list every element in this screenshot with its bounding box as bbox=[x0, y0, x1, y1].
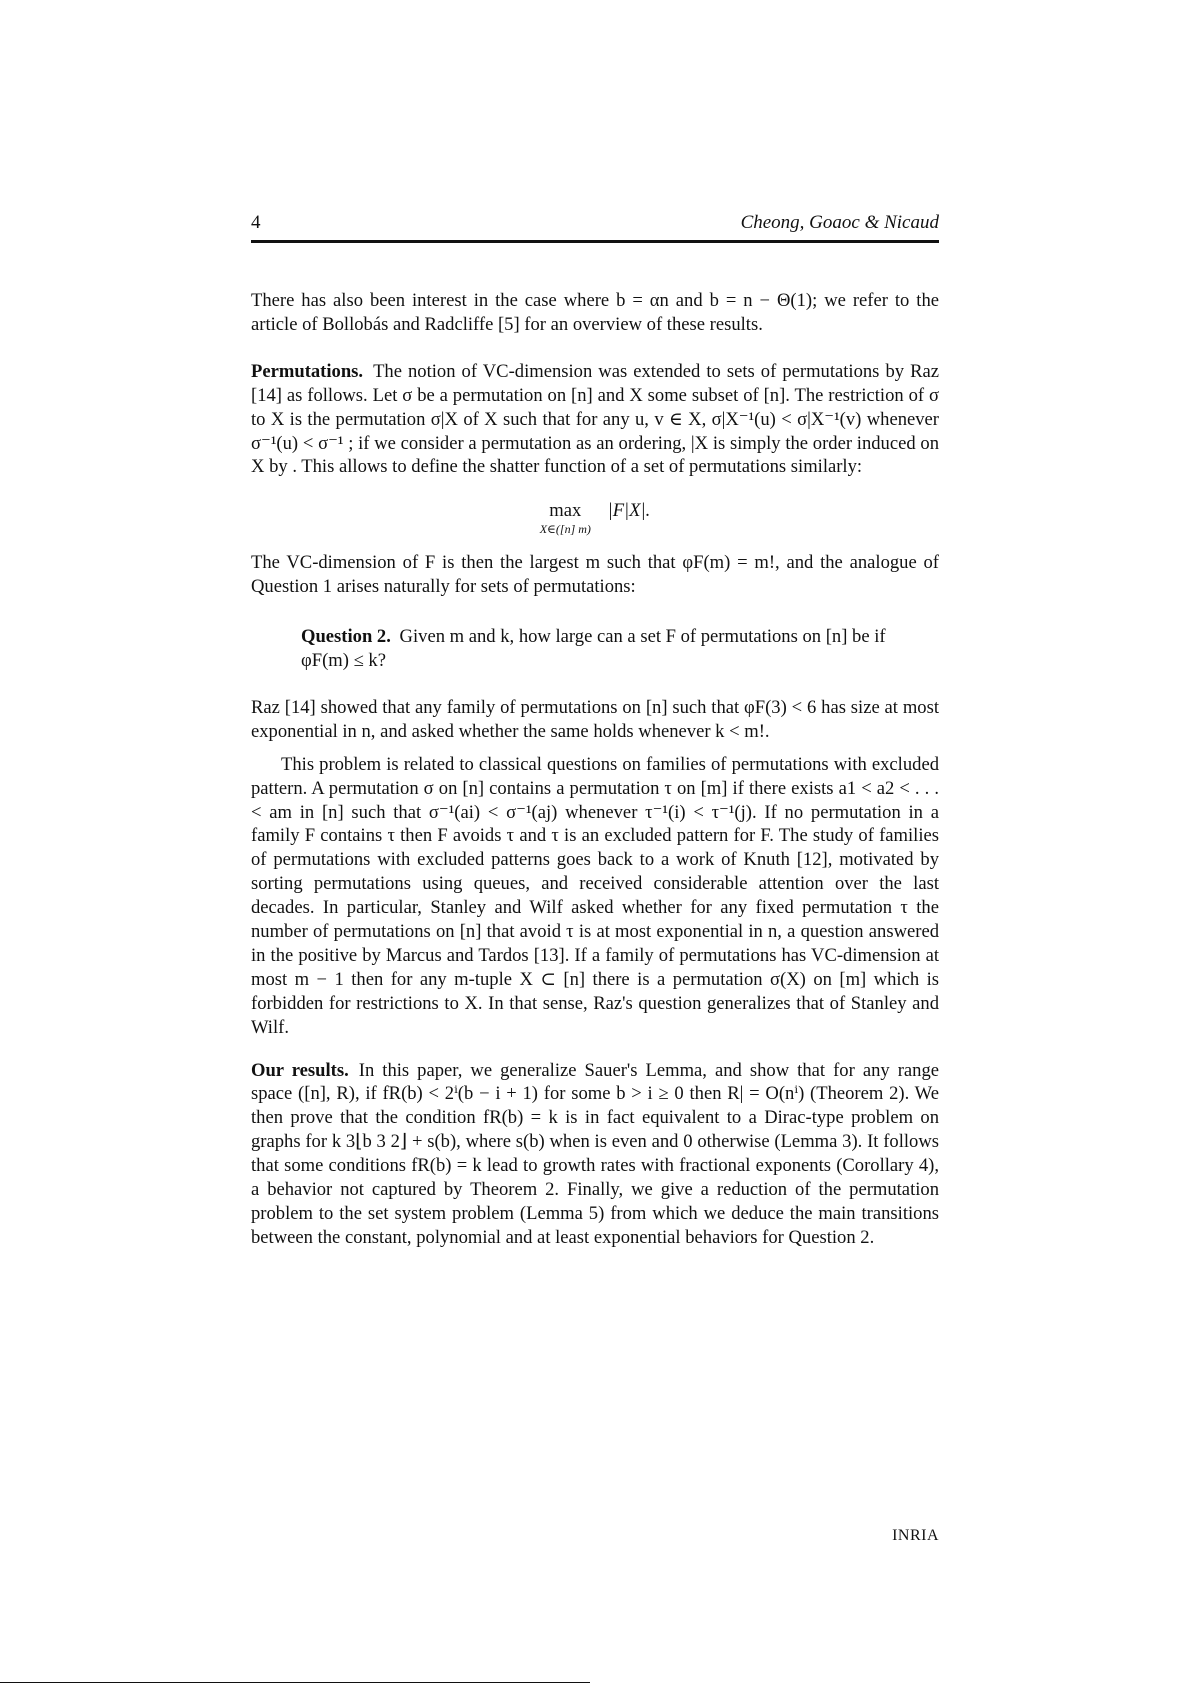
results-paragraph bbox=[251, 1059, 939, 1250]
results-heading: Our results. bbox=[251, 1059, 349, 1081]
display-formula bbox=[251, 499, 939, 535]
page-bottom-edge bbox=[0, 1682, 590, 1683]
main-text bbox=[251, 289, 939, 1250]
running-authors: Cheong, Goaoc & Nicaud bbox=[740, 212, 939, 233]
permutations-heading: Permutations. bbox=[251, 360, 364, 382]
page-number: 4 bbox=[251, 212, 261, 233]
question-text: Given m and k, how large can a set F of permutations on [n] be if φF(m) ≤ k? bbox=[301, 626, 886, 671]
results-text: In this paper, we generalize Sauer's Lemma, and show that for any range space ([n], R), if fR(b) < 2ⁱ(b − i + 1) for some b > i ≥ 0 then R| = O(nⁱ) (Theorem 2). We then prove that the condition fR(b) = k is in fact equivalent to a Dirac-type problem on graphs for k 3⌊b 3 2⌋ + s(b), where s(b) when is even and 0 otherwise (Lemma 3). It follows that some conditions fR(b) = k lead to growth rates with fractional exponents (Corollary 4), a behavior not captured by Theorem 2. Finally, we give a reduction of the permutation problem to the set system problem (Lemma 5) from which we deduce the main transitions between the constant, polynomial and at least exponential behaviors for Question 2. bbox=[251, 1059, 939, 1248]
raz-paragraph: Raz [14] showed that any family of permutations on [n] such that φF(3) < 6 has size at most exponential in n, and asked whether the same holds whenever k < m!. bbox=[251, 696, 939, 742]
max-operator bbox=[540, 499, 591, 535]
excluded-pattern-paragraph: This problem is related to classical questions on families of permutations with excluded pattern. A permutation σ on [n] contains a permutation τ on [m] if there exists a1 < a2 < . . . < am in [n] such that σ⁻¹(ai) < σ⁻¹(aj) whenever τ⁻¹(i) < τ⁻¹(j). If no permutation in a family F contains τ then F avoids τ and τ is an excluded pattern for F. The study of families of permutations with excluded patterns goes back to a work of Knuth [12], motivated by sorting permutations using queues, and received considerable attention over the last decades. In particular, Stanley and Wilf asked whether for any fixed permutation τ the number of permutations on [n] that avoid τ is at most exponential in n, a question answered in the positive by Marcus and Tardos [13]. If a family of permutations has VC-dimension at most m − 1 then for any m-tuple X ⊂ [n] there is a permutation σ(X) on [m] which is forbidden for restrictions to X. In that sense, Raz's question generalizes that of Stanley and Wilf. bbox=[251, 753, 939, 1038]
max-subscript: X∈([n] m) bbox=[539, 522, 591, 537]
question-block bbox=[301, 625, 889, 673]
permutations-text: The notion of VC-dimension was extended to sets of permutations by Raz [14] as follows. Let σ be a permutation on [n] and X some subset of [n]. The restriction of σ to X is the permutation σ|X of X such that for any u, v ∈ X, σ|X⁻¹(u) < σ|X⁻¹(v) whenever σ⁻¹(u) < σ⁻¹ ; if we consider a permutation as an ordering, |X is simply the order induced on X by . This allows to define the shatter function of a set of permutations similarly: bbox=[251, 360, 939, 478]
running-header bbox=[251, 211, 939, 235]
question-label: Question 2. bbox=[301, 626, 391, 648]
footer-institution: INRIA bbox=[892, 1527, 939, 1544]
max-expression: |F|X|. bbox=[607, 500, 651, 522]
header-rule bbox=[251, 240, 939, 243]
max-word: max bbox=[549, 500, 582, 522]
intro-paragraph: There has also been interest in the case where b = αn and b = n − Θ(1); we refer to the article of Bollobás and Radcliffe [5] for an overview of these results. bbox=[251, 290, 939, 335]
permutations-paragraph bbox=[251, 360, 939, 480]
vc-dimension-paragraph: The VC-dimension of F is then the largest m such that φF(m) = m!, and the analogue of Question 1 arises naturally for sets of permutations: bbox=[251, 552, 939, 598]
